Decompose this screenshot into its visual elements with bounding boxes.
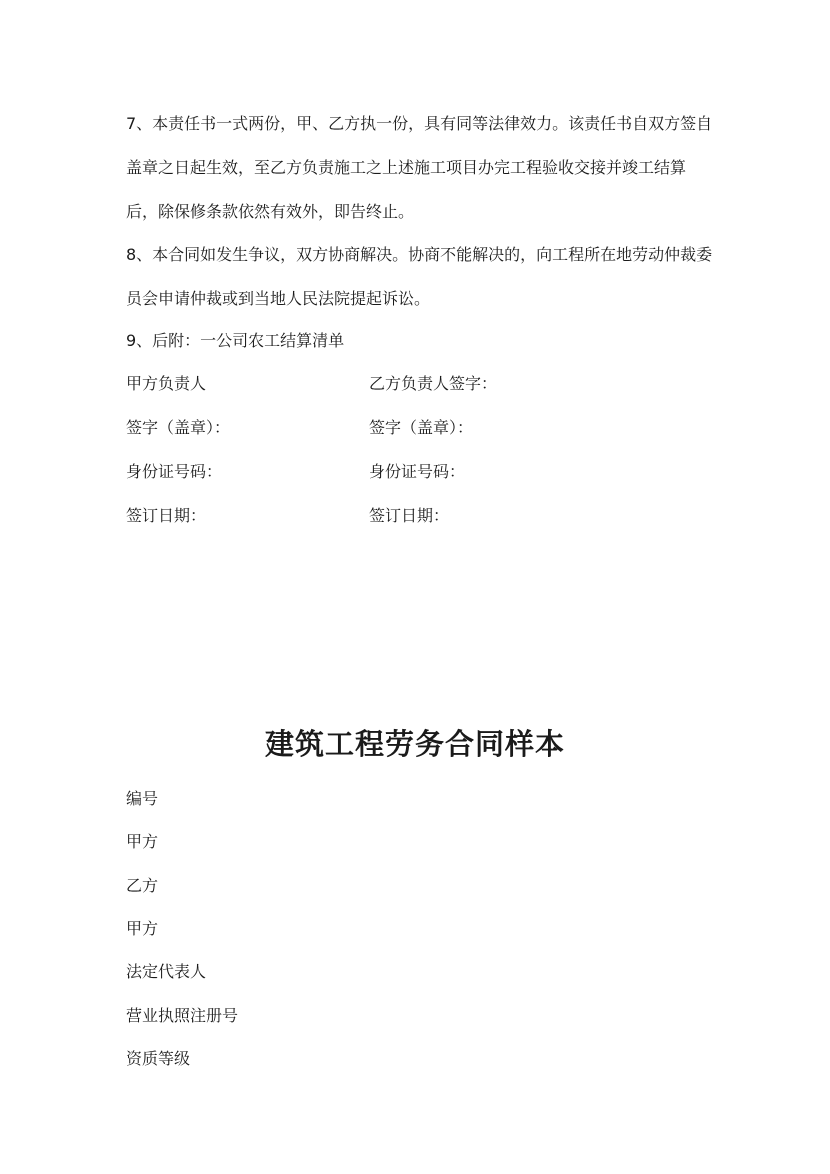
field-legal-representative: 法定代表人 (126, 962, 207, 981)
party-b-responsible: 乙方负责人签字： (369, 374, 498, 393)
party-a-date: 签订日期： (126, 506, 207, 525)
field-party-a-repeat: 甲方 (126, 919, 159, 938)
party-b-seal: 签字（盖章）： (369, 418, 474, 437)
clause-7: 7、本责任书一式两份，甲、乙方执一份，具有同等法律效力。该责任书自双方签自盖章之日起生效，至乙方负责施工之上述施工项目办完工程验收交接并竣工结算后，除保修条款依然有效外，即告终止。 (126, 114, 713, 221)
field-qualification-level: 资质等级 (126, 1049, 191, 1068)
party-a-id-number: 身份证号码： (126, 462, 223, 481)
contract-title: 建筑工程劳务合同样本 (264, 727, 565, 761)
clause-8: 8、本合同如发生争议，双方协商解决。协商不能解决的，向工程所在地劳动仲裁委员会申请仲裁或到当地人民法院提起诉讼。 (126, 245, 713, 308)
clause-9: 9、后附：一公司农工结算清单 (126, 331, 345, 350)
party-a-seal: 签字（盖章）： (126, 418, 231, 437)
party-a-responsible: 甲方负责人 (126, 374, 207, 393)
field-business-license: 营业执照注册号 (126, 1006, 239, 1025)
field-party-b: 乙方 (126, 876, 159, 895)
field-number: 编号 (126, 789, 159, 808)
party-b-id-number: 身份证号码： (369, 462, 466, 481)
field-party-a: 甲方 (126, 832, 159, 851)
party-b-date: 签订日期： (369, 506, 450, 525)
